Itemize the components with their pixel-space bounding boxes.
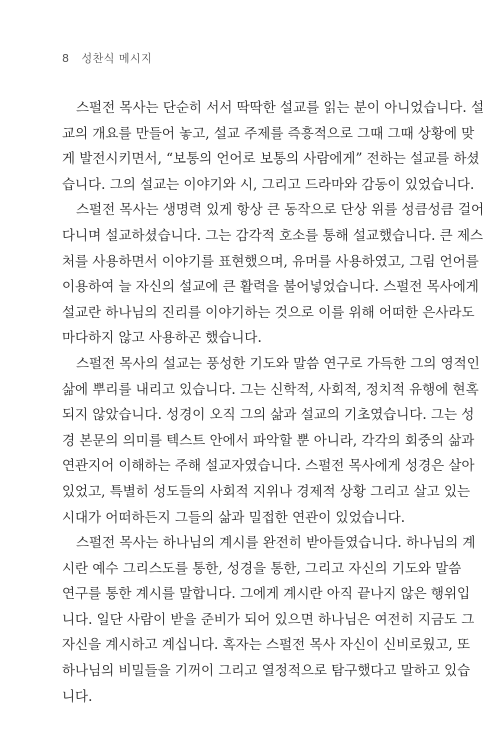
- text-line: 설교란 하나님의 진리를 이야기하는 것으로 이를 위해 어떠한 은사라도: [62, 304, 475, 321]
- text-line: 시란 예수 그리스도를 통한, 성경을 통한, 그리고 자신의 기도와 말씀: [62, 560, 462, 577]
- text-line: 처를 사용하면서 이야기를 표현했으며, 유머를 사용하였고, 그림 언어를: [62, 253, 479, 270]
- text-line: 연구를 통한 계시를 말합니다. 그에게 계시란 아직 끝나지 않은 행위입: [62, 586, 471, 603]
- text-line: 이용하여 늘 자신의 설교에 큰 활력을 불어넣었습니다. 스펄전 목사에게: [62, 279, 479, 296]
- text-line: 습니다. 그의 설교는 이야기와 시, 그리고 드라마와 감동이 있었습니다.: [62, 176, 475, 193]
- text-line: 있었고, 특별히 성도들의 사회적 지위나 경제적 상황 그리고 살고 있는: [62, 483, 471, 500]
- text-line: 교의 개요를 만들어 놓고, 설교 주제를 즉흥적으로 그때 그때 상황에 맞: [62, 125, 475, 142]
- text-line: 시대가 어떠하든지 그들의 삶과 밀접한 연관이 있었습니다.: [62, 509, 406, 526]
- page-header: [62, 50, 152, 66]
- text-line: 되지 않았습니다. 성경이 오직 그의 삶과 설교의 기초였습니다. 그는 성: [62, 407, 475, 424]
- text-line: 니다. 일단 사람이 받을 준비가 되어 있으면 하나님은 여전히 지금도 그: [62, 611, 475, 628]
- text-line: 니다.: [62, 688, 93, 705]
- text-line: 하나님의 비밀들을 기꺼이 그리고 열정적으로 탐구했다고 말하고 있습: [62, 663, 471, 680]
- text-line: 스펄전 목사는 하나님의 계시를 완전히 받아들였습니다. 하나님의 계: [76, 535, 476, 552]
- text-line: 연관지어 이해하는 주해 설교자였습니다. 스펄전 목사에게 성경은 살아: [62, 458, 475, 475]
- page-number: 8: [62, 52, 70, 65]
- text-line: 자신을 계시하고 계십니다. 혹자는 스펄전 목사 자신이 신비로웠고, 또: [62, 637, 471, 654]
- text-line: 스펄전 목사는 생명력 있게 항상 큰 동작으로 단상 위를 성큼성큼 걸어: [76, 202, 485, 219]
- text-line: 마다하지 않고 사용하곤 했습니다.: [62, 330, 262, 347]
- text-line: 삶에 뿌리를 내리고 있습니다. 그는 신학적, 사회적, 정치적 유행에 현혹: [62, 381, 479, 398]
- text-line: 경 본문의 의미를 텍스트 안에서 파악할 뿐 아니라, 각각의 회중의 삶과: [62, 432, 475, 449]
- body-text: [62, 96, 485, 710]
- text-line: 다니며 설교하셨습니다. 그는 감각적 호소를 통해 설교했습니다. 큰 제스: [62, 227, 484, 244]
- text-line: 게 발전시키면서, “보통의 언어로 보통의 사람에게” 전하는 설교를 하셨: [62, 151, 480, 168]
- text-line: 스펄전 목사의 설교는 풍성한 기도와 말씀 연구로 가득한 그의 영적인: [76, 355, 480, 372]
- running-title: 성찬식 메시지: [81, 52, 153, 65]
- text-line: 스펄전 목사는 단순히 서서 딱딱한 설교를 읽는 분이 아니었습니다. 설: [76, 100, 485, 116]
